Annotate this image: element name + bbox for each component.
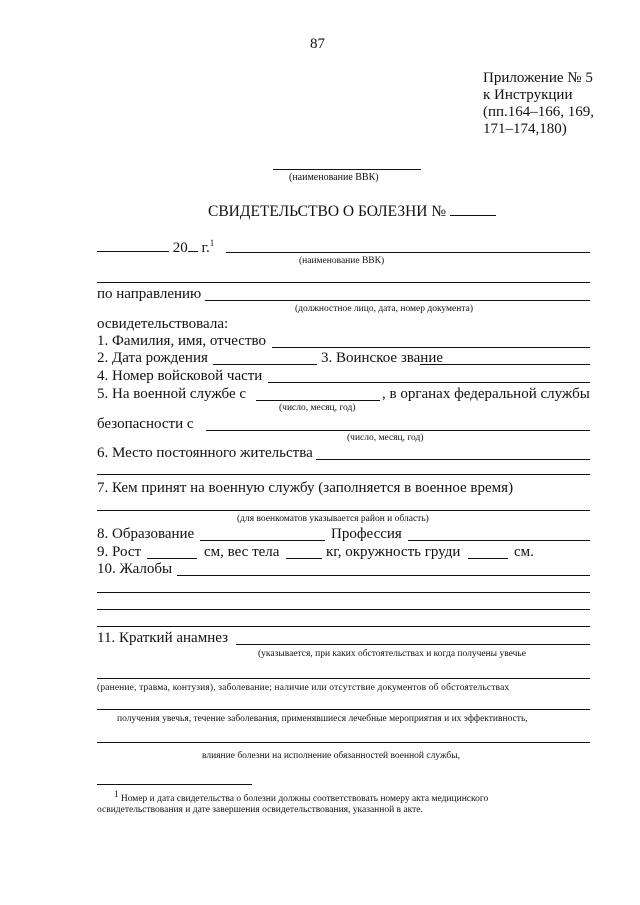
military-rank-field[interactable]	[420, 364, 590, 365]
anamnesis-caption-3: получения увечья, течение заболевания, применявшиеся лечебные мероприятия и их эффективность,	[117, 714, 528, 724]
complaints-field-2[interactable]	[97, 592, 590, 593]
field-3-label: 3. Воинское звание	[321, 350, 444, 366]
date-row	[97, 238, 214, 257]
anamnesis-field-2[interactable]	[97, 678, 590, 679]
anamnesis-caption-1: (указывается, при каких обстоятельствах и когда получены увечье	[258, 649, 526, 659]
field-4-label: 4. Номер войсковой части	[97, 368, 263, 384]
date-day-month-field[interactable]	[97, 239, 169, 252]
vvk-name-line[interactable]	[226, 252, 590, 253]
footnote-separator	[97, 784, 252, 785]
page-number: 87	[310, 36, 325, 52]
year-prefix: 20	[172, 240, 188, 256]
appendix-line-1: Приложение № 5	[483, 70, 593, 86]
weight-label: см, вес тела	[204, 544, 280, 560]
field-7-caption: (для военкоматов указывается район и область)	[237, 514, 429, 524]
footnote-mark: 1	[114, 789, 119, 799]
vvk-caption: (наименование ВВК)	[299, 256, 385, 266]
referral-field[interactable]	[205, 300, 590, 301]
certificate-number-field[interactable]	[450, 203, 496, 216]
full-name-field[interactable]	[272, 347, 590, 348]
document-title	[208, 203, 496, 221]
date-caption-1: (число, месяц, год)	[279, 403, 356, 413]
year-suffix: г.	[201, 240, 210, 256]
footnote-ref: 1	[209, 238, 215, 248]
referral-caption: (должностное лицо, дата, номер документа)	[295, 304, 474, 314]
field-7-label: 7. Кем принят на военную службу (заполняется в военное время)	[97, 480, 514, 496]
residence-field-2[interactable]	[97, 474, 590, 475]
referral-label: по направлению	[97, 286, 202, 302]
field-6-label: 6. Место постоянного жительства	[97, 445, 313, 461]
complaints-field-3[interactable]	[97, 609, 590, 610]
appendix-line-3: (пп.164–166, 169,	[483, 104, 595, 120]
anamnesis-caption-4: влияние болезни на исполнение обязанностей военной службы,	[202, 751, 461, 761]
appendix-line-2: к Инструкции	[483, 87, 573, 103]
anamnesis-field-3[interactable]	[97, 709, 590, 710]
field-5-fsb-label: , в органах федеральной службы	[382, 386, 590, 402]
anamnesis-field-4[interactable]	[97, 742, 590, 743]
vvk-caption-top: (наименование ВВК)	[289, 172, 379, 183]
security-start-field[interactable]	[206, 430, 590, 431]
profession-field[interactable]	[408, 540, 590, 541]
field-5-label: 5. На военной службе с	[97, 386, 247, 402]
enlisted-by-field[interactable]	[97, 510, 590, 511]
vvk-name-line-2[interactable]	[97, 282, 590, 283]
residence-field[interactable]	[316, 459, 590, 460]
field-8-label: 8. Образование	[97, 526, 195, 542]
vvk-name-line-top[interactable]	[273, 169, 421, 170]
field-1-label: 1. Фамилия, имя, отчество	[97, 333, 266, 349]
footnote-text-1: Номер и дата свидетельства о болезни должны соответствовать номеру акта медицинского	[120, 794, 489, 805]
footnote-line-2: освидетельствования и дате завершения освидетельствования, указанной в акте.	[97, 805, 423, 815]
field-10-label: 10. Жалобы	[97, 561, 173, 577]
birth-date-field[interactable]	[213, 364, 317, 365]
chest-label: кг, окружность груди	[326, 544, 461, 560]
unit-number-field[interactable]	[268, 382, 590, 383]
complaints-field[interactable]	[177, 575, 590, 576]
security-label: безопасности с	[97, 416, 194, 432]
weight-field[interactable]	[286, 558, 322, 559]
field-11-label: 11. Краткий анамнез	[97, 630, 228, 646]
service-start-field[interactable]	[256, 400, 380, 401]
year-field[interactable]	[188, 239, 198, 252]
appendix-line-4: 171–174,180)	[483, 121, 567, 137]
anamnesis-caption-2: (ранение, травма, контузия), заболевание; наличие или отсутствие документов об обстоятельствах	[97, 683, 510, 693]
height-field[interactable]	[147, 558, 197, 559]
field-9-label: 9. Рост	[97, 544, 142, 560]
examined-label: освидетельствовала:	[97, 316, 229, 332]
anamnesis-field[interactable]	[236, 644, 590, 645]
education-field[interactable]	[200, 540, 325, 541]
chest-unit: см.	[514, 544, 534, 560]
field-2-label: 2. Дата рождения	[97, 350, 208, 366]
complaints-field-4[interactable]	[97, 626, 590, 627]
footnote-line-1	[114, 789, 488, 804]
date-caption-2: (число, месяц, год)	[347, 433, 424, 443]
title-text: СВИДЕТЕЛЬСТВО О БОЛЕЗНИ №	[208, 203, 447, 220]
chest-field[interactable]	[468, 558, 508, 559]
profession-label: Профессия	[331, 526, 402, 542]
